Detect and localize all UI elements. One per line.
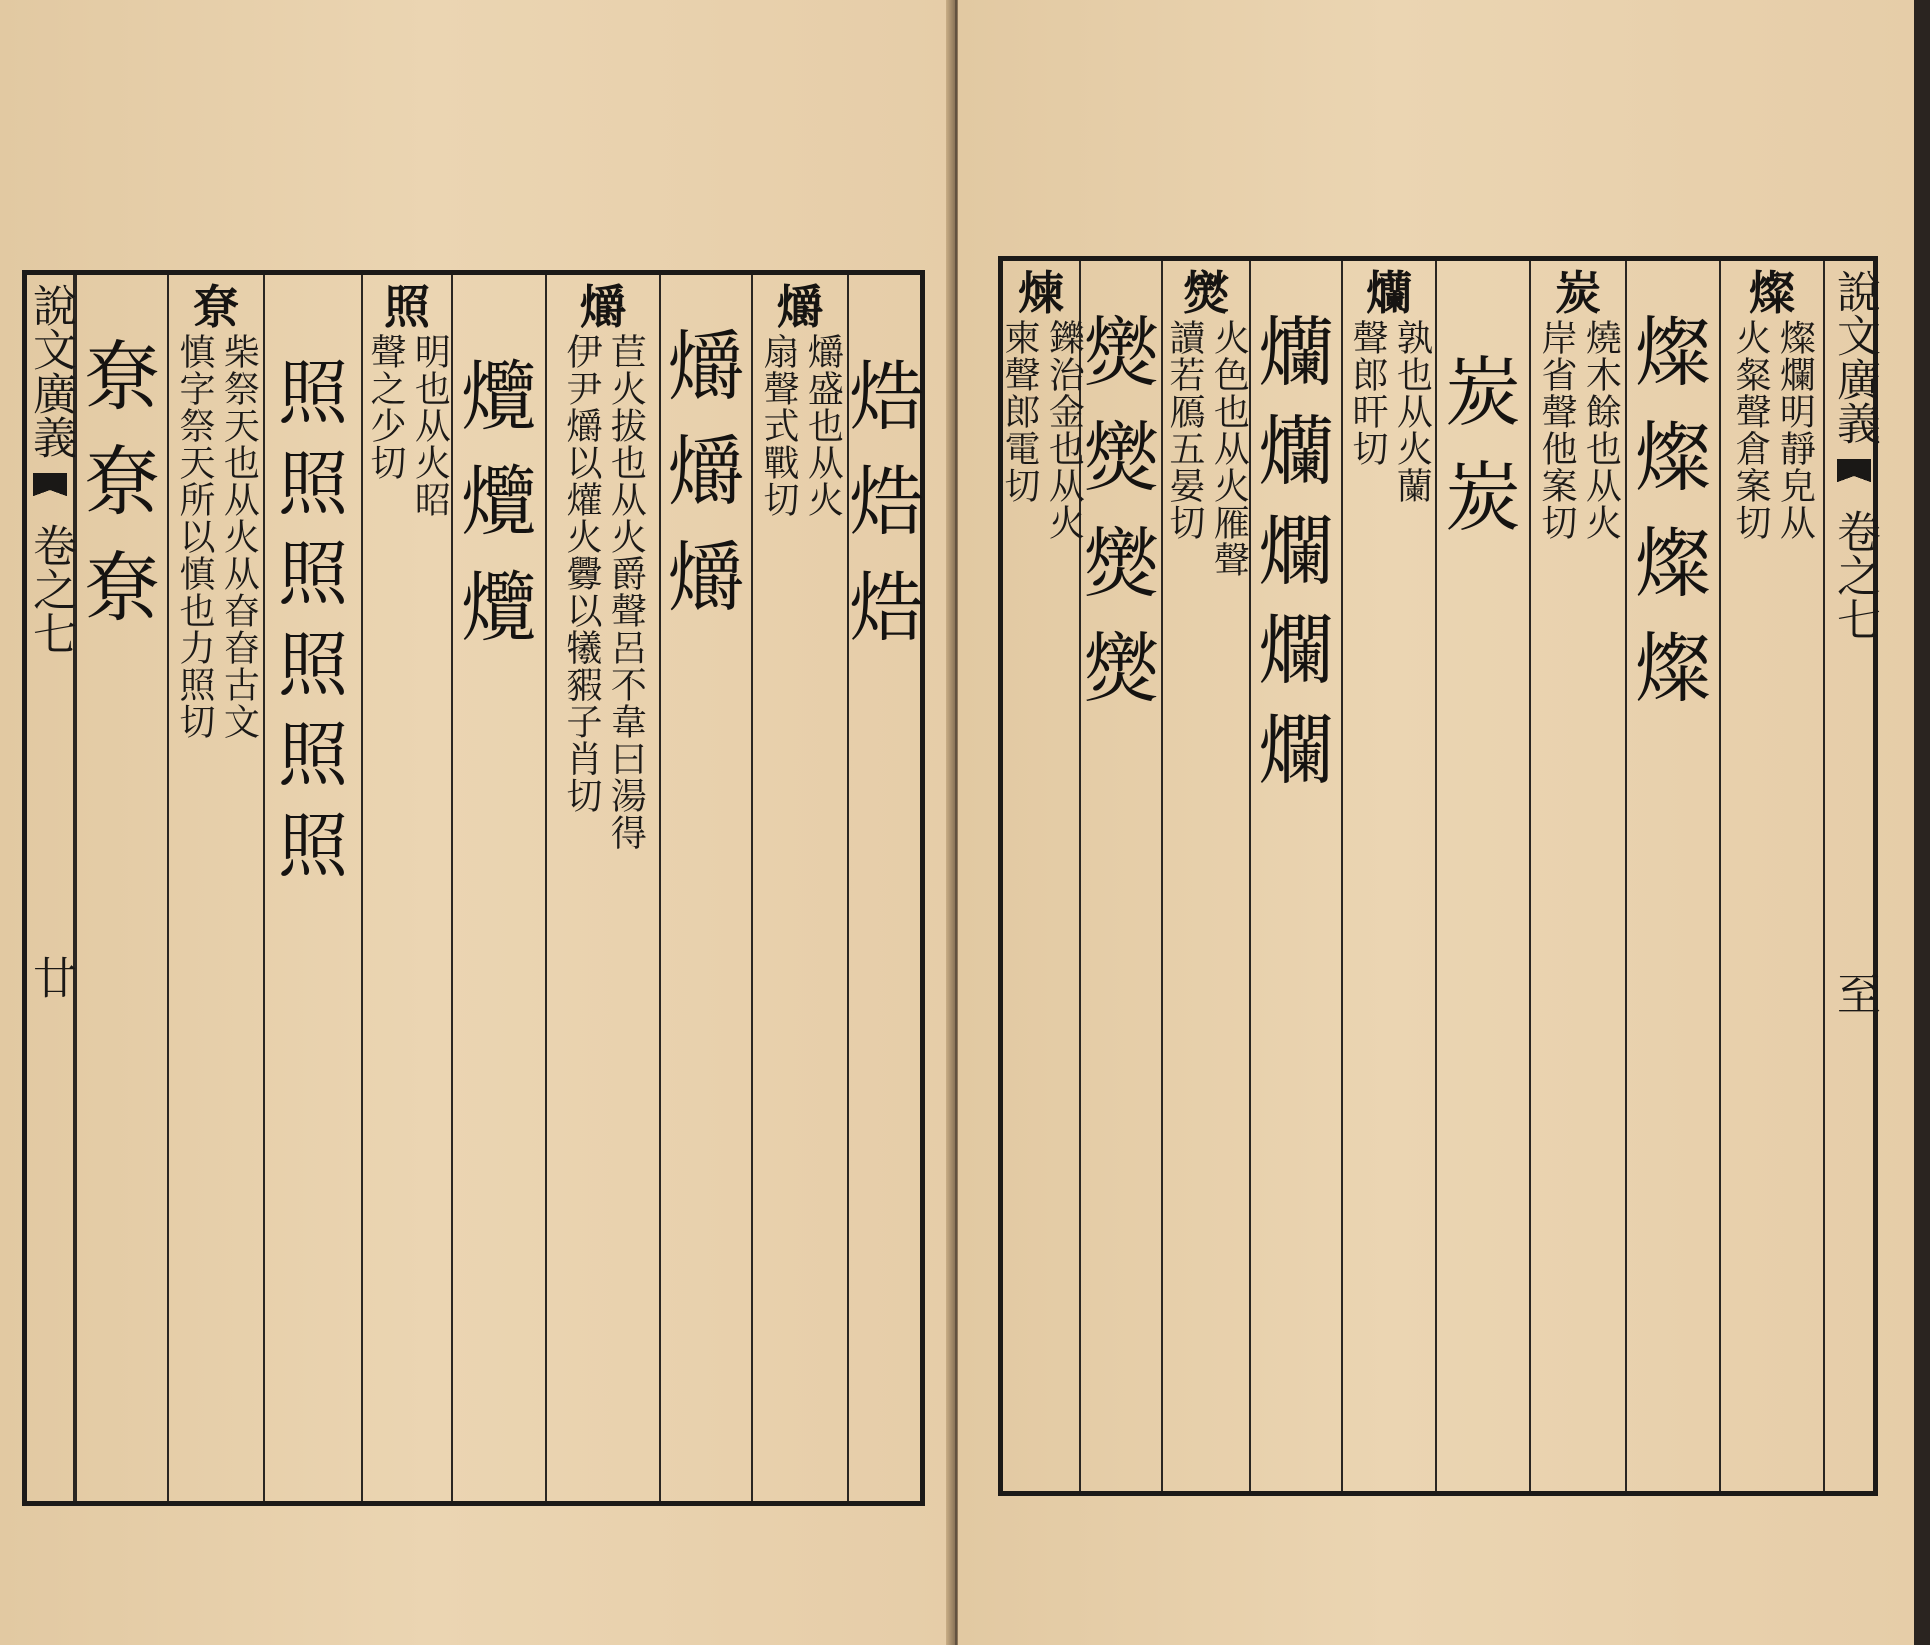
- variant-glyph: 爦: [461, 457, 537, 547]
- variant-glyph: 燦: [1635, 413, 1711, 503]
- entry-head: 爝: [580, 280, 626, 334]
- gloss-line: 慎字祭天所以慎也力照切: [174, 333, 215, 741]
- variant-glyph: 爛: [1258, 506, 1334, 596]
- column-6: [1249, 261, 1341, 1491]
- entry-head: 燦: [1749, 266, 1795, 320]
- fishtail-mark: [1837, 459, 1871, 495]
- gloss-line: 火色也从火雁聲: [1208, 319, 1250, 579]
- gloss-line: 火粲聲倉案切: [1730, 319, 1771, 542]
- variant-glyph: 燦: [1635, 308, 1711, 397]
- gloss-line: 讀若鴈五晏切: [1164, 319, 1205, 542]
- variant-glyph: 燦: [1635, 624, 1711, 714]
- variant-glyph: 爛: [1258, 705, 1334, 795]
- volume-label: 卷之七: [25, 523, 76, 655]
- book-edge: [1914, 0, 1930, 1645]
- column-5: [1341, 261, 1435, 1491]
- folio-number: 廿: [25, 955, 76, 999]
- entry-head: 炭: [1555, 266, 1601, 320]
- variant-glyph: 爝: [668, 532, 744, 622]
- variant-glyph: 燦: [1635, 518, 1711, 608]
- gloss-line: 岸省聲他案切: [1536, 319, 1577, 542]
- book-title: 說文廣義: [25, 283, 76, 459]
- folio-number: 至: [1829, 971, 1880, 1015]
- column-8: [1079, 261, 1161, 1491]
- gloss-line: 爝盛也从火: [802, 333, 844, 519]
- entry-head: 爝: [777, 280, 823, 334]
- variant-glyph: 照: [278, 804, 348, 887]
- variant-glyph: 尞: [84, 332, 160, 421]
- gloss-line: 伊尹爝以爟火釁以犧豭子肖切: [561, 333, 602, 815]
- left-title-strip: [27, 275, 75, 1501]
- gloss-line: 聲之少切: [365, 333, 406, 482]
- column-6: [361, 275, 451, 1501]
- column-4: [1435, 261, 1529, 1491]
- variant-glyph: 尞: [84, 542, 160, 632]
- column-3: [659, 275, 751, 1501]
- variant-glyph: 照: [278, 442, 348, 525]
- left-page: [0, 0, 955, 1645]
- gloss-line: 柬聲郎電切: [999, 319, 1040, 505]
- variant-glyph: 㸉: [1083, 308, 1159, 397]
- right-page: [958, 0, 1918, 1645]
- variant-glyph: 焅: [849, 352, 925, 441]
- variant-glyph: 炭: [1445, 453, 1521, 543]
- variant-glyph: 尞: [84, 437, 160, 527]
- variant-glyph: 照: [278, 714, 348, 796]
- gloss-line: 孰也从火蘭: [1391, 319, 1433, 505]
- right-title-strip: [1823, 261, 1883, 1491]
- gloss-line: 扇聲式戰切: [758, 333, 799, 519]
- gloss-line: 苣火拔也从火爵聲呂不韋曰湯得: [605, 333, 647, 852]
- entry-head: 煉: [1018, 266, 1064, 320]
- variant-glyph: 㸉: [1083, 624, 1159, 714]
- book-title: 說文廣義: [1829, 269, 1880, 445]
- entry-head: 㸉: [1183, 266, 1229, 320]
- left-print-frame: [22, 270, 925, 1506]
- variant-glyph: 爛: [1258, 606, 1334, 696]
- gloss-line: 明也从火昭: [409, 333, 451, 519]
- column-8: [167, 275, 263, 1501]
- gloss-line: 鑠治金也从火: [1043, 319, 1085, 542]
- variant-glyph: 焅: [849, 562, 925, 652]
- variant-glyph: 照: [278, 623, 348, 706]
- variant-glyph: 爦: [461, 352, 537, 441]
- entry-head: 爤: [1366, 266, 1412, 320]
- gloss-line: 聲郎旰切: [1347, 319, 1388, 468]
- gloss-line: 燒木餘也从火: [1580, 319, 1622, 542]
- column-9: [75, 275, 167, 1501]
- column-4: [545, 275, 659, 1501]
- right-print-frame: [998, 256, 1878, 1496]
- variant-glyph: 㸉: [1083, 413, 1159, 503]
- variant-glyph: 爦: [461, 562, 537, 652]
- entry-head: 尞: [193, 280, 239, 334]
- column-1: [1719, 261, 1823, 1491]
- variant-glyph: 焅: [849, 457, 925, 547]
- gloss-line: 柴祭天也从火从昚昚古文: [218, 333, 260, 741]
- entry-head: 照: [384, 280, 430, 334]
- column-1: [847, 275, 925, 1501]
- variant-glyph: 爤: [1258, 407, 1334, 497]
- column-3: [1529, 261, 1625, 1491]
- column-7: [263, 275, 361, 1501]
- variant-glyph: 爤: [1258, 308, 1334, 397]
- column-2: [751, 275, 847, 1501]
- column-2: [1625, 261, 1719, 1491]
- variant-glyph: 爝: [668, 427, 744, 517]
- gloss-line: 燦爛明靜皃从: [1774, 319, 1816, 542]
- variant-glyph: 照: [278, 352, 348, 434]
- variant-glyph: 炭: [1445, 348, 1521, 437]
- variant-glyph: 㸉: [1083, 518, 1159, 608]
- column-9: [999, 261, 1085, 1491]
- variant-glyph: 爝: [668, 322, 744, 411]
- column-5: [451, 275, 545, 1501]
- column-7: [1161, 261, 1249, 1491]
- variant-glyph: 照: [278, 533, 348, 615]
- fishtail-mark: [33, 473, 67, 509]
- volume-label: 卷之七: [1829, 509, 1880, 641]
